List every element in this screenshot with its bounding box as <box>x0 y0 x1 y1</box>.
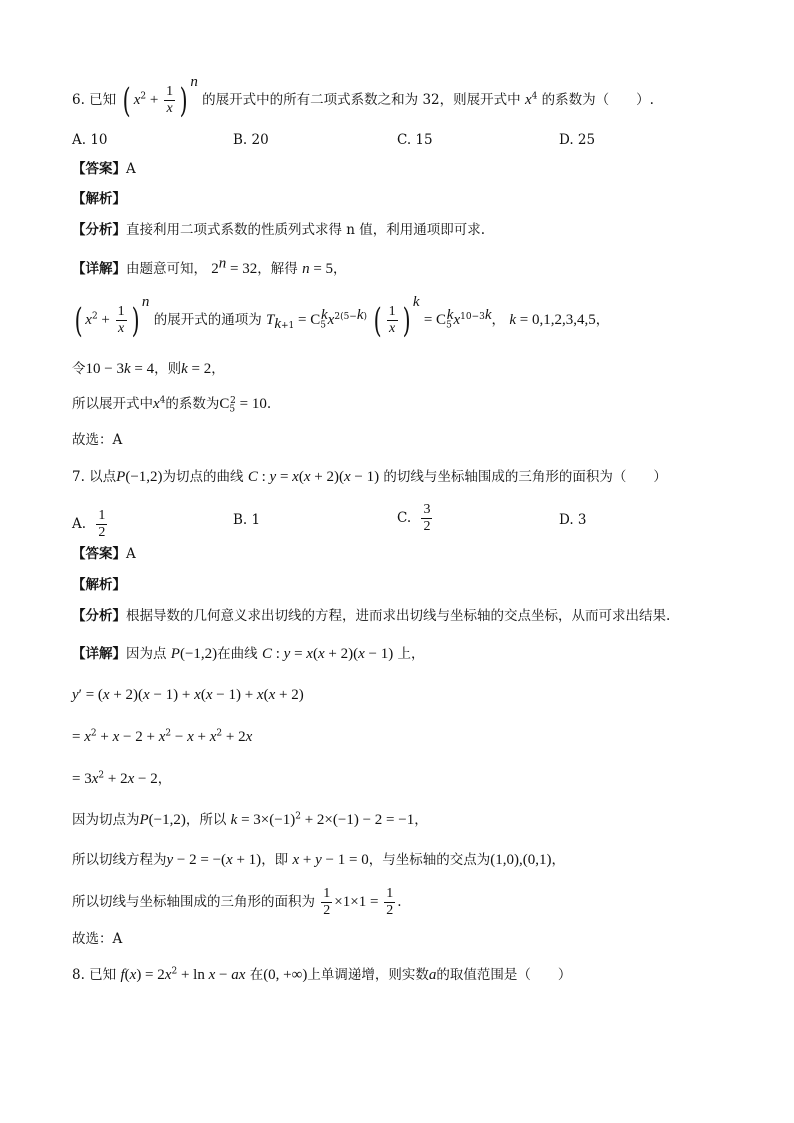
q6-option-a: A. 10 <box>72 132 108 148</box>
q7-stem: 7. 以点P(−1,2)为切点的曲线 C : y = x(x + 2)(x − 1) 的切线与坐标轴围成的三角形的面积为（ ） <box>72 469 667 485</box>
q7-analysis-tag: 【解析】 <box>72 577 126 593</box>
fraction: $\frac{1}{x}$ <box>166 83 174 116</box>
q6-option-d: D. 25 <box>559 132 596 148</box>
q7-option-b: B. 1 <box>233 512 261 528</box>
q6-analysis-tag: 【解析】 <box>72 191 126 207</box>
q7-answer: 【答案】A <box>72 546 136 562</box>
q6-detail-2: ( $x^2$ + $\frac{1}{x}$ ) $^n$ 的展开式的通项为 $T_{k+1} = C_5^kx^{2(5-k)}$ ( $\frac{1}{x}$ ) $^k = C_5^kx^{10-3k}$， k = 0,1,2,3,4,5， <box>74 294 610 341</box>
q7-fenxi: 【分析】根据导数的几何意义求出切线的方程，进而求出切线与坐标轴的交点坐标，从而可求出结果. <box>72 608 671 624</box>
q7-derivative-1: y′ = (x + 2)(x − 1) + x(x − 1) + x(x + 2) <box>72 687 304 703</box>
q7-option-c: C. $\frac{3}{2}$ <box>397 502 431 535</box>
q7-option-a: A. $\frac{1}{2}$ <box>72 508 106 541</box>
q6-detail-4: 所以展开式中$x^4$的系数为$C_5^2 = 10$. <box>72 395 272 415</box>
q8-stem: 8. 已知 $f(x) = 2x^2 + \ln x$ − ax 在(0, +∞)上单调递增，则实数a的取值范围是（ ） <box>72 966 572 983</box>
q7-derivative-3: = $3x^2 + 2x - 2$， <box>72 770 172 787</box>
q7-detail-1: 【详解】因为点 P(−1,2)在曲线 C : y = x(x + 2)(x − 1) 上， <box>72 646 425 662</box>
q6-fenxi: 【分析】直接利用二项式系数的性质列式求得 n 值，利用通项即可求. <box>72 222 486 238</box>
q6-select: 故选：A <box>72 432 123 448</box>
q6-answer: 【答案】A <box>72 161 136 177</box>
q7-detail-5: 因为切点为P(−1,2)，所以 $k = 3\times(-1)^2 + 2\times(-1) - 2 = -1$， <box>72 811 428 828</box>
q6-option-b: B. 20 <box>233 132 269 148</box>
q6-detail-3: 令10 − 3k = 4，则k = 2， <box>72 361 225 377</box>
q6-option-c: C. 15 <box>397 132 433 148</box>
q7-derivative-2: = $x^2 + x - 2 + x^2 - x + x^2 + 2x$ <box>72 728 253 745</box>
q6-stem: 6. 已知 ( $x^2$ + $\frac{1}{x}$ ) $^n$ 的展开式中的所有二项式系数之和为 32，则展开式中 $x^4$ 的系数为（ ）. <box>72 74 654 121</box>
q7-select: 故选：A <box>72 931 123 947</box>
q6-detail-1: 【详解】由题意可知， $2^n = 32$，解得 n = 5， <box>72 255 347 277</box>
q7-detail-7: 所以切线与坐标轴围成的三角形的面积为 $\frac{1}{2}$ ×1×1 = $\frac{1}{2}$ . <box>72 886 402 919</box>
q7-detail-6: 所以切线方程为y − 2 = −(x + 1)，即 x + y − 1 = 0，与坐标轴的交点为(1,0),(0,1)， <box>72 852 565 868</box>
q7-option-d: D. 3 <box>559 512 587 528</box>
